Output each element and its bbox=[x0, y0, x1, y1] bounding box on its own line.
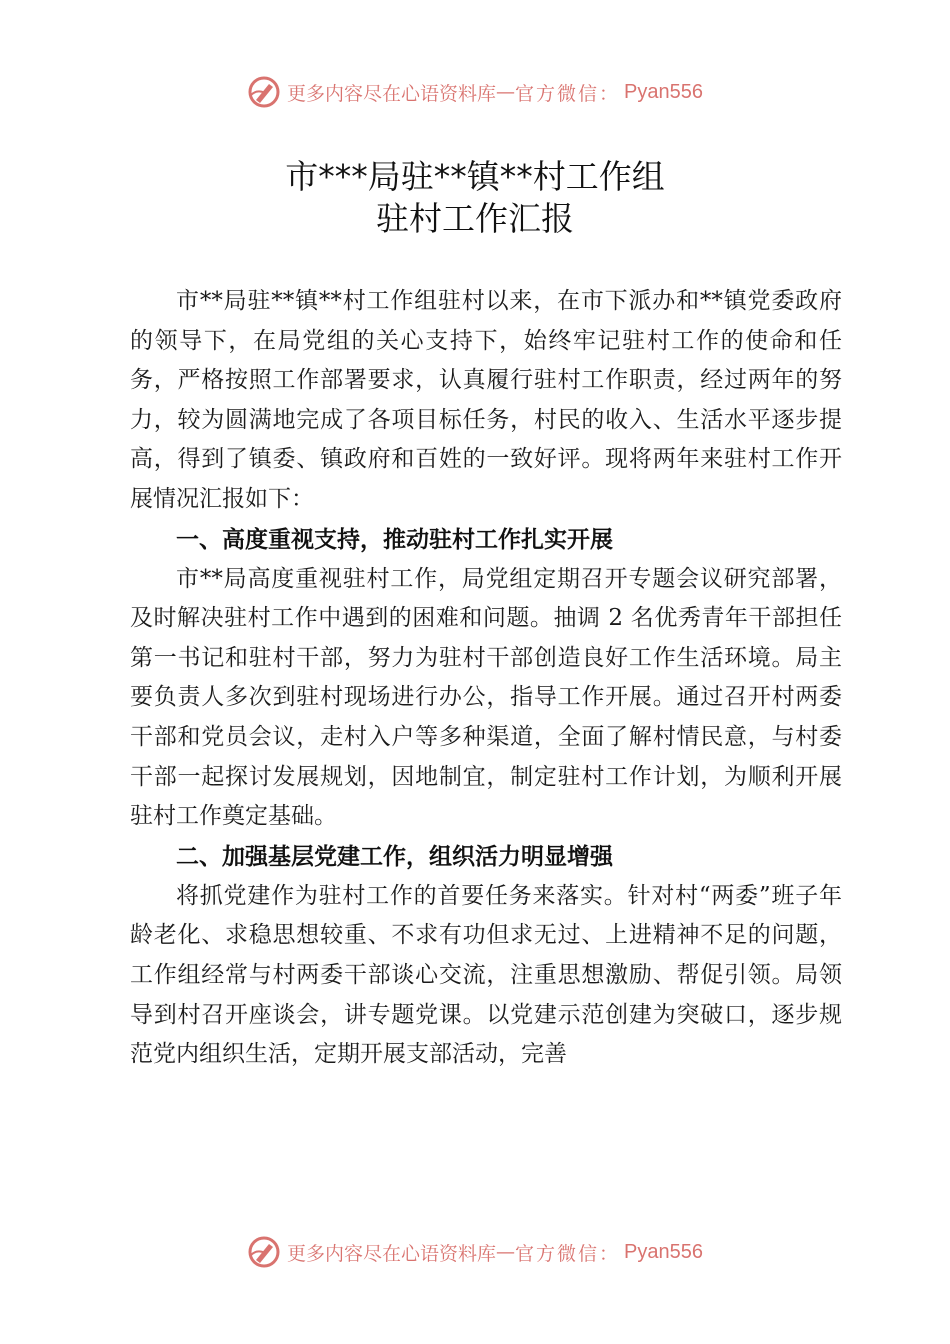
section-1-heading: 一、高度重视支持，推动驻村工作扎实开展 bbox=[176, 526, 613, 553]
section-1-paragraph: 市**局高度重视驻村工作，局党组定期召开专题会议研究部署，及时解决驻村工作中遇到的困难和问题。抽调 2 名优秀青年干部担任第一书记和驻村干部，努力为驻村干部创造良好工作生活环境。局主要负责人多次到驻村现场进行办公，指导工作开展。通过召开村两委干部和党员会议，走村入户等多种渠道，全面了解村情民意，与村委干部一起探讨发展规划，因地制宜，制定驻村工作计划，为顺利开展驻村工作奠定基础。 bbox=[130, 565, 842, 830]
banner-separator: — bbox=[496, 1241, 516, 1263]
document-title-line-1: 市***局驻**镇**村工作组 bbox=[285, 157, 665, 196]
header-watermark-banner bbox=[0, 72, 950, 112]
intro-paragraph: 市**局驻**镇**村工作组驻村以来，在市下派办和**镇党委政府的领导下，在局党组的关心支持下，始终牢记驻村工作的使命和任务，严格按照工作部署要求，认真履行驻村工作职责，经过两年的努力，较为圆满地完成了各项目标任务，村民的收入、生活水平逐步提高，得到了镇委、镇政府和百姓的一致好评。现将两年来驻村工作开展情况汇报如下： bbox=[130, 288, 842, 512]
banner-wechat-id: Pyan556 bbox=[624, 1240, 703, 1263]
banner-wechat-id: Pyan556 bbox=[624, 80, 703, 103]
footer-watermark-banner bbox=[0, 1232, 950, 1272]
banner-text: 更多内容尽在心语资料库 bbox=[287, 82, 497, 105]
section-2-heading: 二、加强基层党建工作，组织活力明显增强 bbox=[176, 843, 613, 870]
pen-circle-logo-icon bbox=[247, 75, 281, 109]
section-2-paragraph: 将抓党建作为驻村工作的首要任务来落实。针对村“两委”班子年龄老化、求稳思想较重、不求有功但求无过、上进精神不足的问题，工作组经常与村两委干部谈心交流，注重思想激励、帮促引领。局领导到村召开座谈会，讲专题党课。以党建示范创建为突破口，逐步规范党内组织生活，定期开展支部活动，完善 bbox=[130, 882, 842, 1068]
banner-text: 更多内容尽在心语资料库 bbox=[287, 1242, 497, 1265]
banner-wechat-label: 官方微信： bbox=[515, 82, 621, 105]
pen-circle-logo-icon bbox=[247, 1235, 281, 1269]
document-title-line-2: 驻村工作汇报 bbox=[376, 199, 574, 238]
banner-separator: — bbox=[496, 81, 516, 103]
banner-wechat-label: 官方微信： bbox=[515, 1242, 621, 1265]
document-body bbox=[130, 282, 842, 1075]
